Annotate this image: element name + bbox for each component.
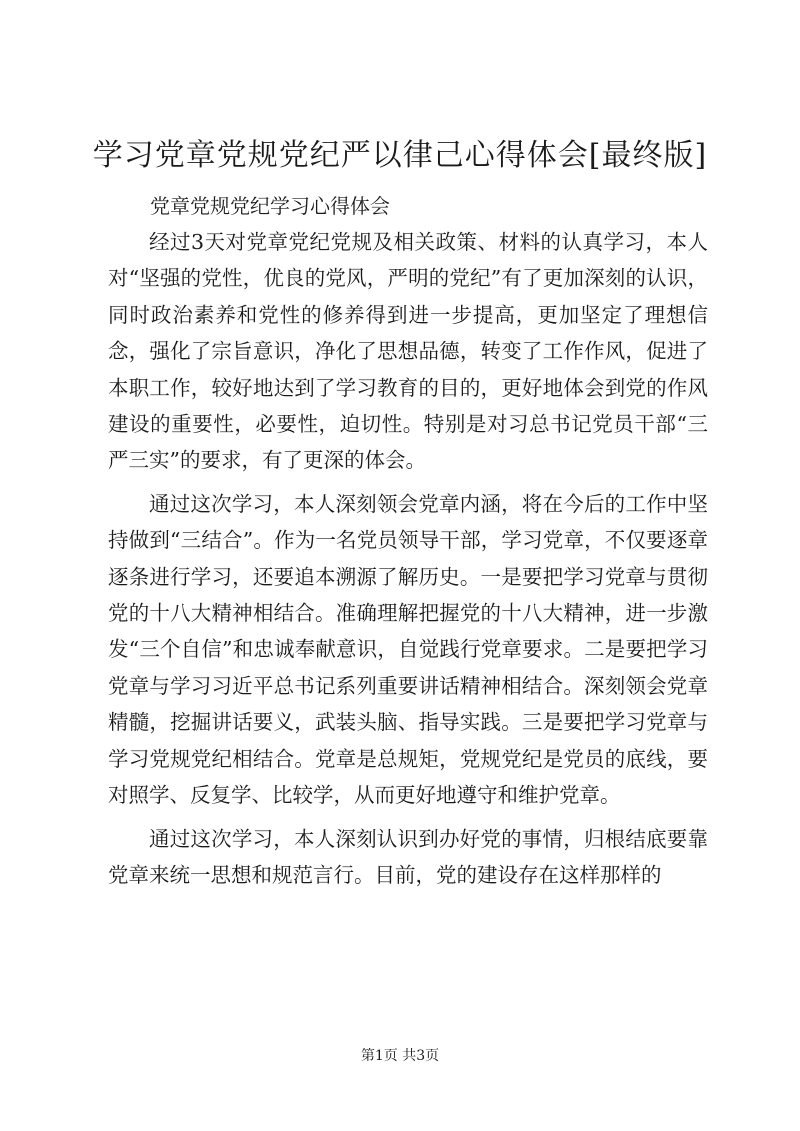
body-paragraph-3: 通过这次学习，本人深刻认识到办好党的事情，归根结底要靠党章来统一思想和规范言行。目前，党的建设存在这样那样的 <box>108 826 708 887</box>
body-paragraph-2: 通过这次学习，本人深刻领会党章内涵，将在今后的工作中坚持做到“三结合”。作为一名党员领导干部，学习党章，不仅要逐章逐条进行学习，还要追本溯源了解历史。一是要把学习党章与贯彻党的十八大精神相结合。准确理解把握党的十八大精神，进一步激发“三个自信”和忠诚奉献意识，自觉践行党章要求。二是要把学习党章与学习习近平总书记系列重要讲话精神相结合。深刻领会党章精髓，挖掘讲话要义，武装头脑、指导实践。三是要把学习党章与学习党规党纪相结合。党章是总规矩，党规党纪是党员的底线，要对照学、反复学、比较学，从而更好地遵守和维护党章。 <box>108 491 708 808</box>
document-subtitle: 党章党规党纪学习心得体会 <box>150 194 390 218</box>
page-number-footer: 第1页 共3页 <box>360 1048 440 1064</box>
document-body <box>108 224 708 893</box>
body-paragraph-1: 经过3天对党章党纪党规及相关政策、材料的认真学习，本人对“坚强的党性，优良的党风，严明的党纪”有了更加深刻的认识，同时政治素养和党性的修养得到进一步提高，更加坚定了理想信念，强化了宗旨意识，净化了思想品德，转变了工作作风，促进了本职工作，较好地达到了学习教育的目的，更好地体会到党的作风建设的重要性，必要性，迫切性。特别是对习总书记党员干部“三严三实”的要求，有了更深的体会。 <box>108 230 708 473</box>
document-title: 学习党章党规党纪严以律己心得体会[最终版] <box>92 138 708 173</box>
